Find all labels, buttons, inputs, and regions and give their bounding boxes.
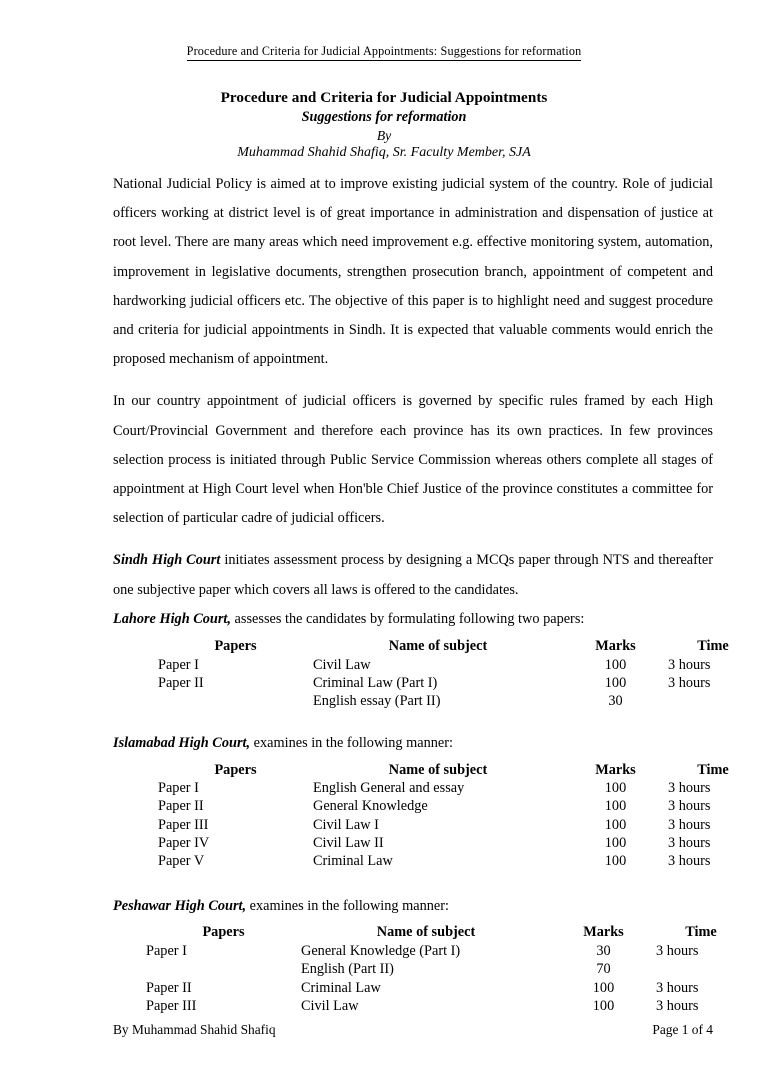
page-subtitle: Suggestions for reformation (301, 109, 467, 126)
cell-subject: Civil Law (313, 656, 371, 673)
cell-subject: Criminal Law (Part I) (313, 674, 438, 691)
cell-marks: 100 (604, 816, 627, 833)
cell-marks: 100 (592, 997, 615, 1014)
peshawar-high-court-text: examines in the following manner: (246, 898, 449, 915)
column-header-marks: Marks (583, 924, 624, 941)
cell-subject: English General and essay (313, 780, 465, 797)
table-row (146, 960, 746, 978)
table-row (158, 656, 758, 674)
table-header-row (146, 923, 746, 942)
column-header-marks: Marks (595, 638, 636, 655)
cell-paper: Paper II (158, 798, 204, 815)
cell-time: 3 hours (656, 997, 699, 1014)
cell-time (668, 692, 758, 710)
peshawar-papers-table (146, 923, 746, 1015)
footer-page-number: Page 1 of 4 (652, 1022, 713, 1037)
running-header (0, 44, 768, 61)
column-header-time: Time (697, 761, 729, 778)
cell-time: 3 hours (656, 979, 699, 996)
page-title: Procedure and Criteria for Judicial Appointments (220, 89, 548, 106)
table-row (158, 852, 758, 870)
cell-subject: English (Part II) (301, 961, 394, 978)
cell-time: 3 hours (668, 656, 711, 673)
paragraph-peshawar-high-court (113, 892, 713, 921)
cell-marks: 30 (596, 943, 611, 960)
by-label: By (376, 127, 392, 143)
table-header-row (158, 637, 758, 656)
cell-time: 3 hours (668, 674, 711, 691)
column-header-time: Time (685, 924, 717, 941)
cell-subject: Civil Law (301, 997, 359, 1014)
cell-paper: Paper IV (158, 834, 210, 851)
running-header-text: Procedure and Criteria for Judicial Appointments: Suggestions for reformation (187, 44, 582, 61)
cell-time (656, 960, 746, 978)
cell-marks: 100 (604, 834, 627, 851)
cell-time: 3 hours (656, 943, 699, 960)
paragraph-country-overview: In our country appointment of judicial officers is governed by specific rules framed by each High Court/Provincial Government and therefore each province has its own practices. In few provinces selection process is initiated through Public Service Commission whereas others complete all stages of appointment at High Court level when Hon'ble Chief Justice of the province constitutes a committee for selection of particular cadre of judicial officers. (113, 393, 713, 527)
peshawar-papers-table-wrapper (146, 923, 717, 1015)
title-block (0, 88, 768, 163)
cell-paper: Paper II (146, 979, 192, 996)
column-header-subject: Name of subject (376, 924, 476, 941)
cell-marks: 70 (596, 961, 611, 978)
cell-marks: 30 (608, 693, 623, 710)
table-row (146, 997, 746, 1015)
table-row (158, 674, 758, 692)
cell-paper (158, 692, 313, 710)
cell-subject: Criminal Law (301, 979, 381, 996)
cell-paper: Paper I (146, 943, 187, 960)
cell-time: 3 hours (668, 853, 711, 870)
cell-paper: Paper III (146, 997, 197, 1014)
spacer (113, 870, 713, 892)
author-line: Muhammad Shahid Shafiq, Sr. Faculty Member, SJA (237, 145, 531, 161)
column-header-subject: Name of subject (388, 638, 488, 655)
islamabad-papers-table (158, 761, 758, 871)
table-row (158, 797, 758, 815)
cell-subject: English essay (Part II) (313, 693, 441, 710)
table-row (158, 834, 758, 852)
cell-marks: 100 (604, 853, 627, 870)
cell-marks: 100 (604, 780, 627, 797)
cell-marks: 100 (604, 656, 627, 673)
table-row (158, 692, 758, 710)
cell-marks: 100 (592, 979, 615, 996)
cell-subject: General Knowledge (313, 798, 428, 815)
cell-paper: Paper II (158, 674, 204, 691)
lahore-papers-table (158, 637, 758, 710)
cell-paper (146, 960, 301, 978)
lahore-papers-table-wrapper (158, 637, 729, 710)
cell-subject: General Knowledge (Part I) (301, 943, 461, 960)
cell-time: 3 hours (668, 816, 711, 833)
cell-paper: Paper III (158, 816, 209, 833)
cell-marks: 100 (604, 674, 627, 691)
cell-paper: Paper I (158, 656, 199, 673)
column-header-marks: Marks (595, 761, 636, 778)
islamabad-papers-table-wrapper (158, 761, 729, 871)
table-row (158, 816, 758, 834)
cell-time: 3 hours (668, 780, 711, 797)
cell-time: 3 hours (668, 798, 711, 815)
islamabad-high-court-label: Islamabad High Court, (113, 735, 251, 752)
spacer (113, 710, 713, 729)
table-row (158, 779, 758, 797)
column-header-papers: Papers (214, 761, 257, 778)
paragraph-lahore-high-court (113, 605, 713, 634)
peshawar-high-court-label: Peshawar High Court, (113, 898, 247, 915)
paragraph-islamabad-high-court (113, 729, 713, 758)
cell-time: 3 hours (668, 834, 711, 851)
table-row (146, 942, 746, 960)
cell-subject: Civil Law II (313, 834, 384, 851)
column-header-time: Time (697, 638, 729, 655)
sindh-high-court-label: Sindh High Court (113, 552, 221, 569)
sindh-high-court-text: initiates assessment process by designing a MCQs paper through NTS and thereafter one subjective paper which covers all laws is offered to the candidates. (113, 552, 713, 598)
footer-author: By Muhammad Shahid Shafiq (113, 1022, 276, 1037)
paragraph-intro: National Judicial Policy is aimed at to improve existing judicial system of the country. Role of judicial officers working at district level is of great importance in administration and dispensation of justice at root level. There are many areas which need improvement e.g. effective monitoring system, automation, improvement in legislative documents, strengthen prosecution branch, appointment of competent and hardworking judicial officers etc. The objective of this paper is to highlight need and suggest procedure and criteria for judicial appointments in Sindh. It is expected that valuable comments would enrich the proposed mechanism of appointment. (113, 176, 713, 368)
column-header-papers: Papers (202, 924, 245, 941)
cell-paper: Paper V (158, 853, 205, 870)
cell-subject: Civil Law I (313, 816, 379, 833)
column-header-papers: Papers (214, 638, 257, 655)
document-body (113, 170, 729, 1015)
paragraph-sindh-high-court (113, 546, 713, 604)
cell-paper: Paper I (158, 780, 199, 797)
lahore-high-court-text: assesses the candidates by formulating following two papers: (230, 610, 585, 627)
cell-marks: 100 (604, 798, 627, 815)
islamabad-high-court-text: examines in the following manner: (250, 735, 453, 752)
page-footer (113, 1022, 713, 1038)
table-header-row (158, 761, 758, 780)
table-row (146, 979, 746, 997)
cell-subject: Criminal Law (313, 853, 393, 870)
lahore-high-court-label: Lahore High Court, (113, 610, 231, 627)
column-header-subject: Name of subject (388, 761, 488, 778)
